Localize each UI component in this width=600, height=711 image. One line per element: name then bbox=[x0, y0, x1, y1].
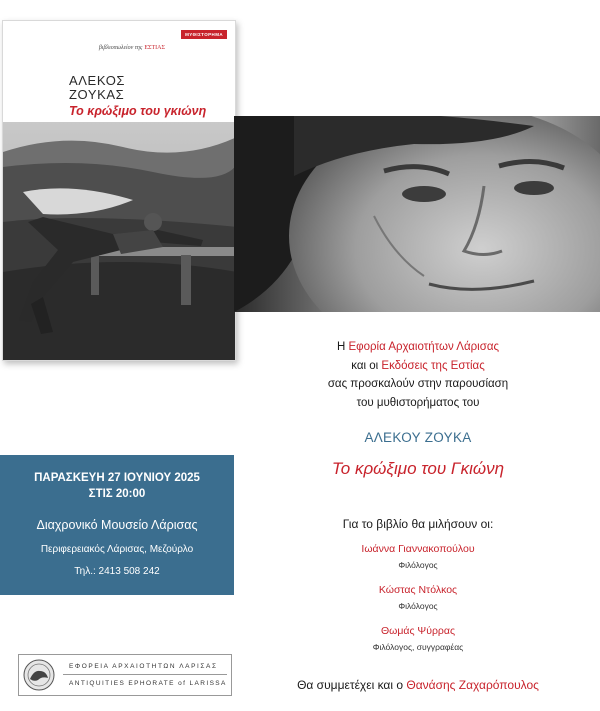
invitation-line-2 bbox=[236, 357, 600, 376]
invitation-text bbox=[236, 338, 600, 412]
logo-divider bbox=[63, 674, 227, 675]
participant-prefix: Θα συμμετέχει και ο bbox=[297, 678, 407, 692]
event-phone: Τηλ.: 2413 508 242 bbox=[74, 566, 160, 577]
book-title: Το κρώξιμο του Γκιώνη bbox=[331, 459, 505, 478]
cover-author-first: ΑΛΕΚΟΣ bbox=[69, 73, 126, 88]
ephorate-logo bbox=[18, 654, 232, 696]
line2-prefix: και οι bbox=[351, 359, 382, 372]
speakers-heading: Για το βιβλίο θα μιλήσουν οι: bbox=[342, 517, 494, 531]
line1-prefix: Η bbox=[336, 341, 349, 353]
speaker-name: Θωμάς Ψύρρας bbox=[380, 625, 456, 637]
event-info-box bbox=[0, 455, 234, 595]
org-ephorate: Εφορία Αρχαιοτήτων Λάρισας bbox=[348, 341, 500, 353]
org-publisher: Εκδόσεις της Εστίας bbox=[381, 359, 485, 372]
series-label: βιβλιοπωλείον της bbox=[98, 45, 143, 51]
author-portrait bbox=[234, 116, 600, 312]
invitation-line-1 bbox=[236, 338, 600, 357]
event-date: ΠΑΡΑΣΚΕΥΗ 27 ΙΟΥΝΙΟΥ 2025 bbox=[34, 472, 200, 484]
event-time: ΣΤΙΣ 20:00 bbox=[88, 488, 146, 500]
publisher-series bbox=[99, 45, 165, 51]
genre-badge: ΜΥΘΙΣΤΟΡΗΜΑ bbox=[181, 30, 227, 39]
logo-line-greek: ΕΦΟΡΕΙΑ ΑΡΧΑΙΟΤΗΤΩΝ ΛΑΡΙΣΑΣ bbox=[69, 663, 218, 670]
invitation-line-4: του μυθιστορήματος του bbox=[356, 396, 480, 409]
cover-author-last: ΖΟΥΚΑΣ bbox=[69, 87, 125, 102]
speaker-role: Φιλόλογος, συγγραφέας bbox=[372, 642, 464, 652]
cover-title: Το κρώξιμο του γκιώνη bbox=[69, 104, 207, 118]
book-cover bbox=[2, 20, 236, 361]
participant-line bbox=[236, 678, 600, 692]
event-venue: Διαχρονικό Μουσείο Λάρισας bbox=[36, 518, 198, 532]
speaker-role: Φιλόλογος bbox=[398, 560, 438, 570]
speaker-name: Κώστας Ντόλκος bbox=[378, 584, 458, 596]
event-address: Περιφερειακός Λάρισας, Μεζούρλο bbox=[40, 544, 194, 555]
logo-line-english: ANTIQUITIES EPHORATE of LARISSA bbox=[69, 680, 227, 687]
cover-photo bbox=[3, 122, 236, 361]
invitation-line-3: σας προσκαλούν στην παρουσίαση bbox=[327, 378, 509, 390]
speaker-role: Φιλόλογος bbox=[398, 601, 438, 611]
emblem-icon bbox=[22, 658, 56, 692]
speaker-name: Ιωάννα Γιαννακοπούλου bbox=[361, 543, 475, 555]
participant-name: Θανάσης Ζαχαρόπουλος bbox=[406, 678, 539, 692]
cover-author bbox=[69, 74, 125, 102]
author-name: ΑΛΕΚΟΥ ΖΟΥΚΑ bbox=[364, 430, 472, 445]
series-highlight: ΕΣΤΙΑΣ bbox=[144, 45, 165, 51]
